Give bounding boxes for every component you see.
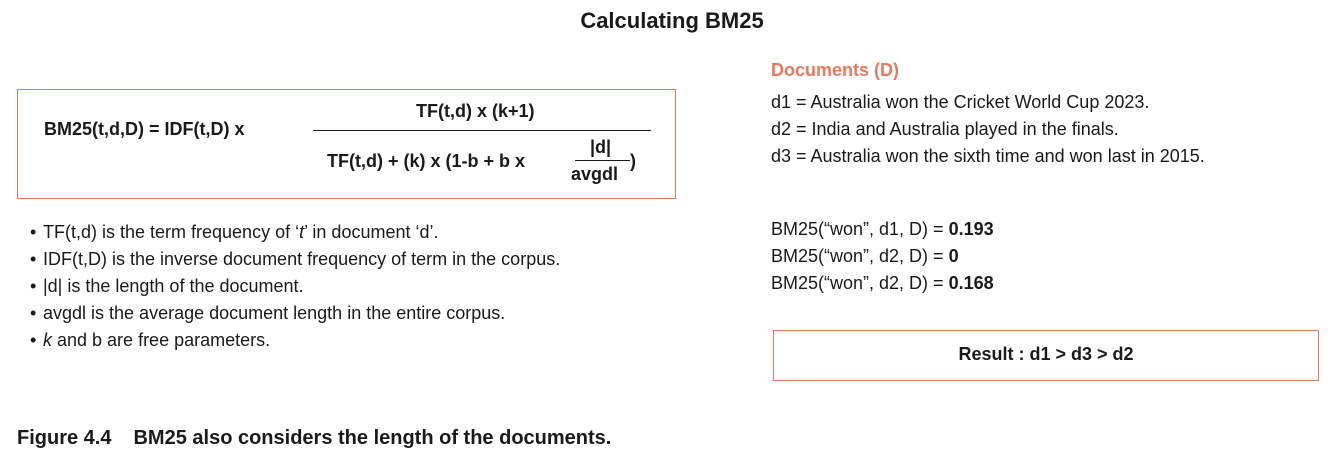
caption-number: Figure 4.4 xyxy=(17,427,112,449)
definition-item xyxy=(30,219,670,246)
score-label: BM25(“won”, d2, D) = xyxy=(771,273,949,293)
diagram-title: Calculating BM25 xyxy=(580,8,764,33)
formula-close-paren: ) xyxy=(630,151,636,171)
formula-sub-fraction-bar xyxy=(575,160,630,161)
result-box: Result : d1 > d3 > d2 xyxy=(773,330,1319,381)
definition-text: IDF(t,D) is the inverse document frequency of term in the corpus. xyxy=(43,249,561,269)
formula-sub-numerator: |d| xyxy=(590,137,612,157)
documents-heading: Documents (D) xyxy=(771,60,900,80)
score-row xyxy=(771,216,1331,243)
definition-text: |d| is the length of the document. xyxy=(43,276,304,296)
definition-text: ’ in document ‘d’. xyxy=(304,222,439,242)
definition-item xyxy=(30,300,670,327)
caption-text: BM25 also considers the length of the documents. xyxy=(133,427,612,449)
score-value: 0.168 xyxy=(948,273,994,293)
formula-lhs: BM25(t,d,D) = IDF(t,D) x xyxy=(44,119,245,139)
definition-text: t xyxy=(299,222,305,242)
definition-text: TF(t,d) is the term frequency of ‘ xyxy=(43,222,300,242)
score-row xyxy=(771,243,1331,270)
definition-text: and b are free parameters. xyxy=(52,330,271,350)
score-label: BM25(“won”, d1, D) = xyxy=(771,219,949,239)
definition-text: k xyxy=(43,330,52,350)
score-value: 0 xyxy=(948,246,959,266)
scores-list xyxy=(771,216,1331,297)
definition-item xyxy=(30,327,670,354)
document-item: d1 = Australia won the Cricket World Cup 2023. xyxy=(771,92,1150,112)
score-row xyxy=(771,270,1331,297)
formula-numerator: TF(t,d) x (k+1) xyxy=(416,101,535,121)
document-item: d2 = India and Australia played in the finals. xyxy=(771,119,1119,139)
formula-denominator: TF(t,d) + (k) x (1-b + b x xyxy=(327,151,526,171)
definitions-list xyxy=(30,219,670,354)
definition-item xyxy=(30,246,670,273)
figure-caption xyxy=(17,427,611,450)
score-value: 0.193 xyxy=(948,219,994,239)
documents-list xyxy=(771,89,1331,170)
definition-text: avgdl is the average document length in the entire corpus. xyxy=(43,303,506,323)
score-label: BM25(“won”, d2, D) = xyxy=(771,246,949,266)
formula-sub-denominator: avgdl xyxy=(571,164,619,184)
bm25-formula-box xyxy=(17,89,676,199)
formula-fraction-bar xyxy=(313,130,651,131)
document-item: d3 = Australia won the sixth time and won last in 2015. xyxy=(771,146,1205,166)
definition-item xyxy=(30,273,670,300)
